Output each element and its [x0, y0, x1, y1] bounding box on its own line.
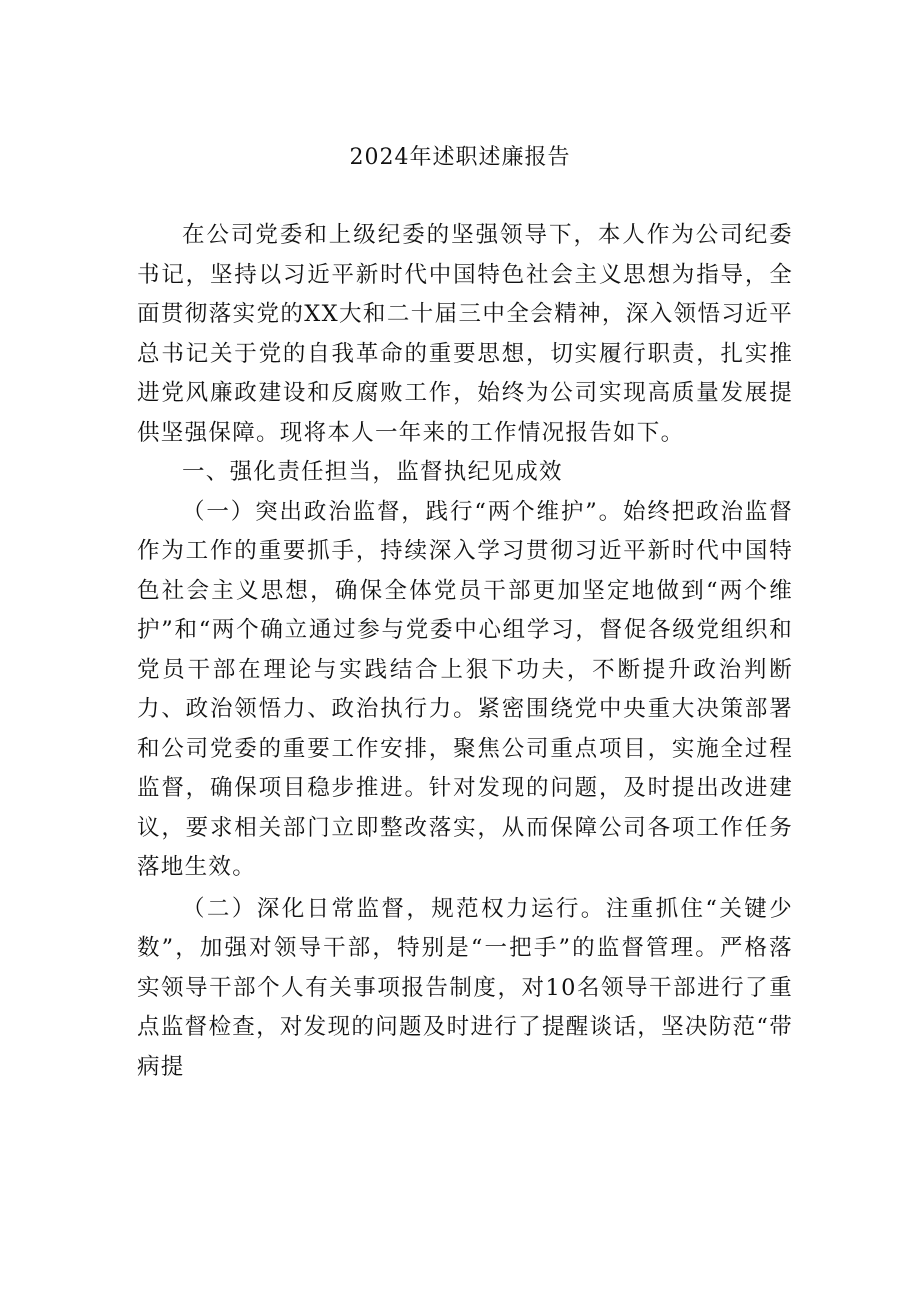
intro-paragraph: 在公司党委和上级纪委的坚强领导下，本人作为公司纪委书记，坚持以习近平新时代中国特色社会主义思想为指导，全面贯彻落实党的XX大和二十届三中全会精神，深入领悟习近平总书记关于党的自我革命的重要思想，切实履行职责，扎实推进党风廉政建设和反腐败工作，始终为公司实现高质量发展提供坚强保障。现将本人一年来的工作情况报告如下。 [137, 222, 793, 446]
document-title: 2024年述职述廉报告 [349, 145, 571, 170]
document-body [137, 216, 793, 1087]
section-heading-1: 一、强化责任担当，监督执纪见成效 [182, 459, 563, 485]
paragraph-daily-supervision: （二）深化日常监督，规范权力运行。注重抓住“关键少数”，加强对领导干部，特别是“一把手”的监督管理。严格落实领导干部个人有关事项报告制度，对10名领导干部进行了重点监督检查，对发现的问题及时进行了提醒谈话，坚决防范“带病提 [137, 895, 793, 1080]
paragraph-political-supervision: （一）突出政治监督，践行“两个维护”。始终把政治监督作为工作的重要抓手，持续深入学习贯彻习近平新时代中国特色社会主义思想，确保全体党员干部更加坚定地做到“两个维护”和“两个确立通过参与党委中心组学习，督促各级党组织和党员干部在理论与实践结合上狠下功夫，不断提升政治判断力、政治领悟力、政治执行力。紧密围绕党中央重大决策部署和公司党委的重要工作安排，聚焦公司重点项目，实施全过程监督，确保项目稳步推进。针对发现的问题，及时提出改进建议，要求相关部门立即整改落实，从而保障公司各项工作任务落地生效。 [137, 498, 793, 880]
